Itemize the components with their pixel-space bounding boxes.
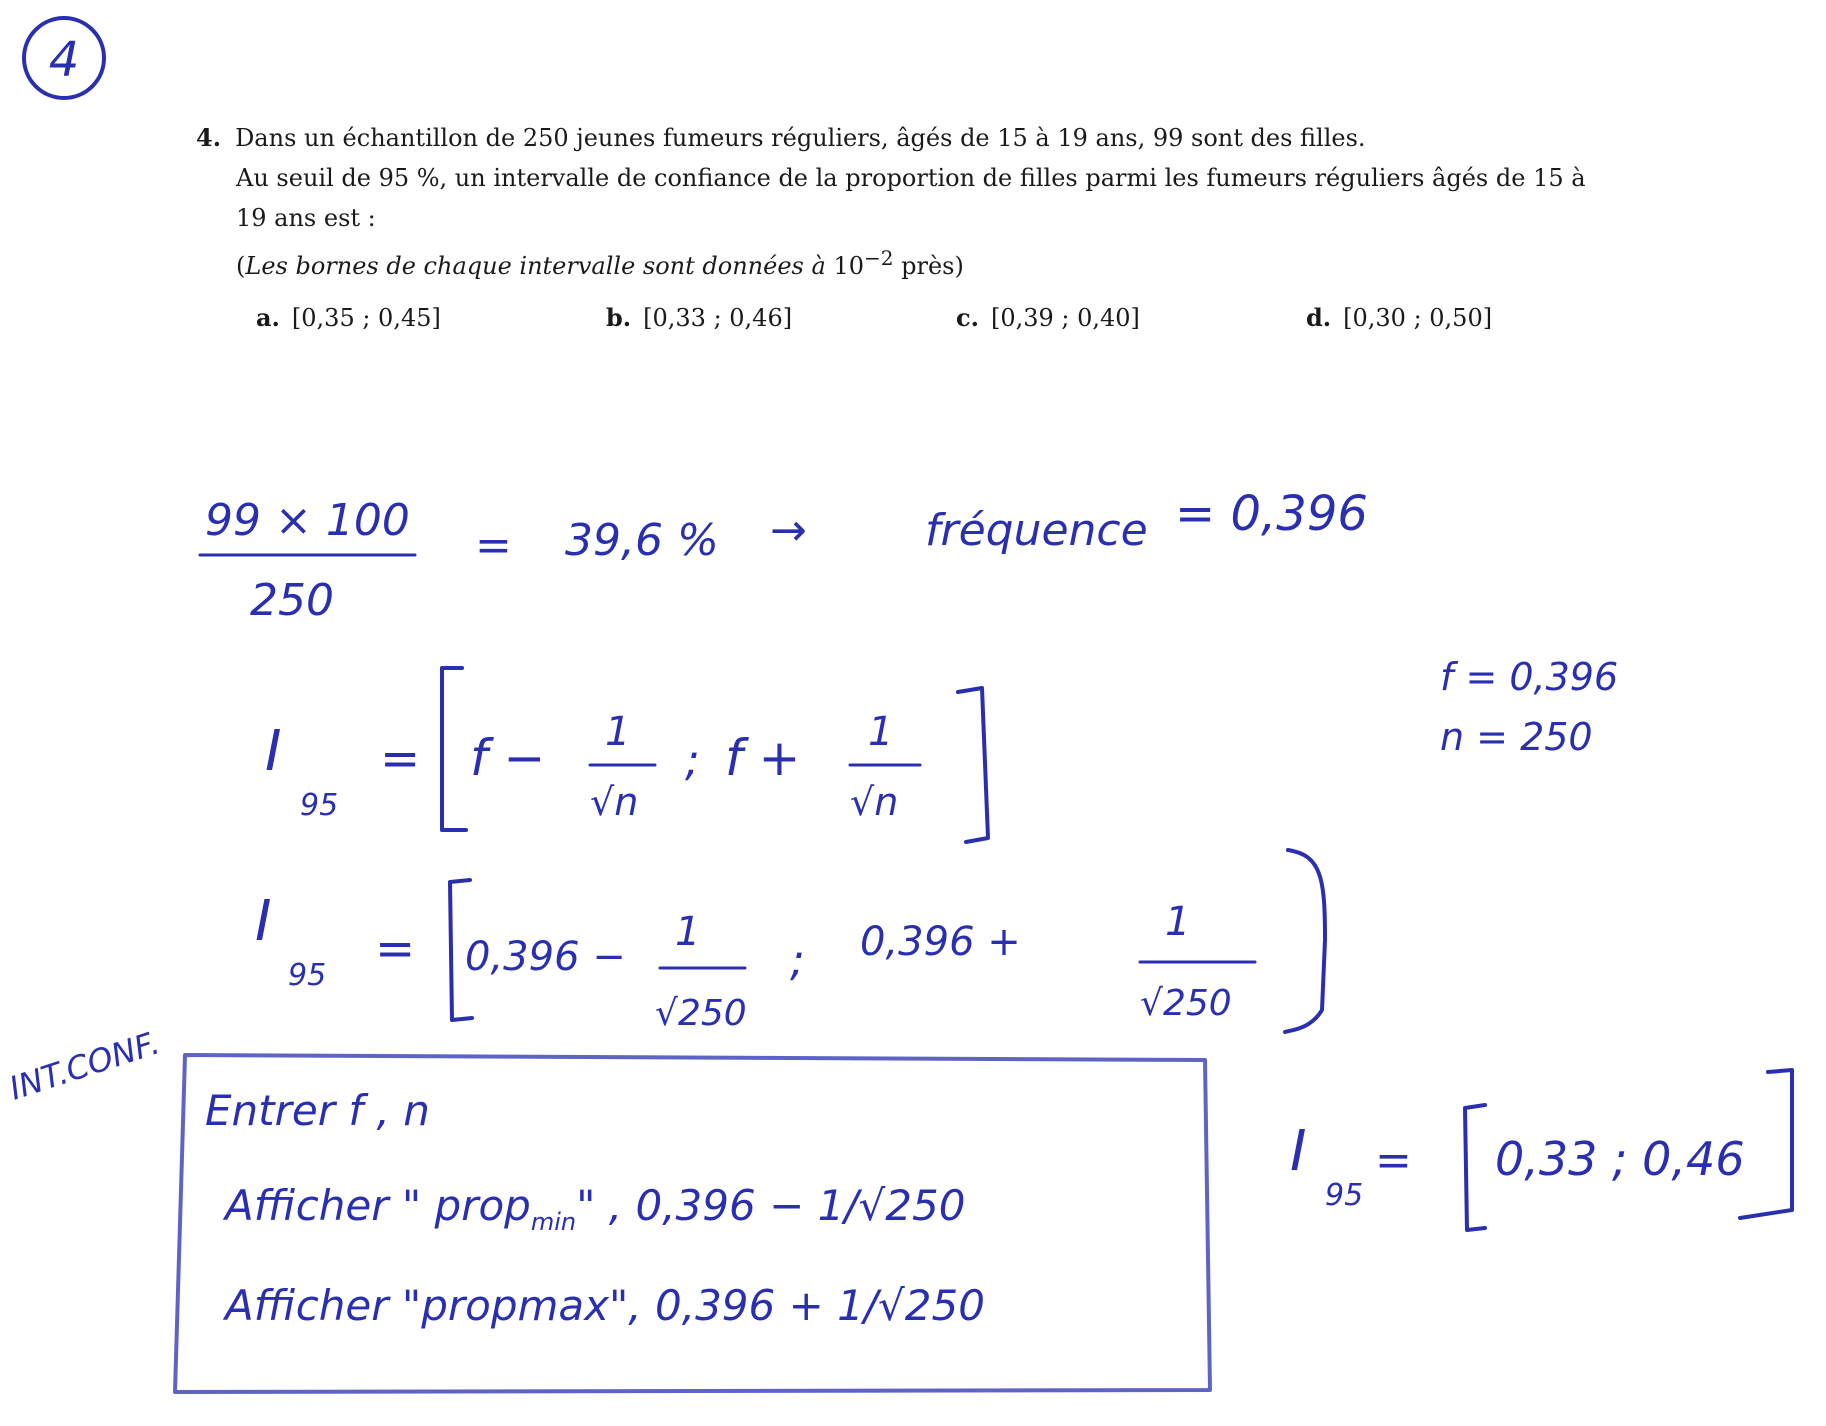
- given-f: f = 0,396: [1440, 655, 1619, 699]
- hint-italic: Les bornes de chaque intervalle sont données à: [245, 252, 826, 280]
- formula-left: f −: [470, 729, 546, 787]
- side-label: INT.CONF.: [4, 1023, 165, 1108]
- hint-close: près): [901, 252, 964, 280]
- answer-interval: 0,33 ; 0,46: [1495, 1132, 1745, 1186]
- numeric-denominator-a: √250: [655, 993, 747, 1034]
- interval-subscript: 95: [300, 788, 339, 823]
- algorithm-line-2-start: Afficher " prop: [225, 1181, 531, 1230]
- numeric-numerator-a: 1: [675, 909, 701, 955]
- frequency-value: = 0,396: [1175, 486, 1368, 542]
- question-text-1: Dans un échantillon de 250 jeunes fumeurs réguliers, âgés de 15 à 19 ans, 99 sont des filles.: [235, 124, 1366, 152]
- question-number: 4.: [196, 123, 222, 152]
- hint-base: 10: [833, 252, 864, 280]
- interval-symbol: I: [265, 719, 282, 784]
- numeric-right-bracket: [1285, 850, 1325, 1032]
- formula-mid: f +: [725, 729, 801, 787]
- equals-sign: =: [475, 520, 512, 571]
- given-n: n = 250: [1440, 715, 1593, 759]
- formula-numerator-a: 1: [605, 709, 631, 755]
- fraction-denominator: 250: [250, 575, 334, 626]
- option-value: [0,33 ; 0,46]: [643, 304, 793, 332]
- percent-value: 39,6 %: [565, 515, 719, 566]
- formula-denominator-b: √n: [850, 780, 899, 824]
- numeric-numerator-b: 1: [1165, 899, 1191, 945]
- answer-subscript: 95: [1325, 1178, 1364, 1213]
- answer-left-bracket: [1465, 1105, 1485, 1230]
- hint-exponent: −2: [863, 246, 894, 270]
- arrow-symbol: →: [770, 505, 807, 556]
- option-value: [0,39 ; 0,40]: [990, 304, 1140, 332]
- option-letter: c.: [956, 303, 979, 332]
- numeric-denominator-b: √250: [1140, 983, 1232, 1024]
- numeric-left: 0,396 −: [465, 934, 626, 980]
- hint-open: (: [236, 252, 246, 280]
- right-bracket: [958, 688, 988, 842]
- option-letter: a.: [256, 303, 280, 332]
- numeric-equals: =: [375, 921, 416, 977]
- algorithm-line-1: Entrer f , n: [205, 1086, 430, 1135]
- left-bracket: [442, 668, 466, 830]
- question-line-2: Au seuil de 95 %, un intervalle de confiance de la proportion de filles parmi les fumeurs réguliers âgés de 15 à: [236, 164, 1586, 192]
- page-marker: 4: [48, 32, 80, 88]
- fraction-numerator: 99 × 100: [205, 495, 410, 546]
- interval-symbol-2: I: [255, 889, 272, 954]
- algorithm-line-3: Afficher "propmax", 0,396 + 1/√250: [225, 1281, 985, 1330]
- algorithm-line-2-subscript: min: [530, 1208, 577, 1236]
- formula-equals: =: [380, 731, 421, 787]
- answer-symbol: I: [1290, 1119, 1307, 1184]
- answer-equals: =: [1375, 1135, 1412, 1186]
- interval-subscript-2: 95: [288, 958, 327, 993]
- numeric-right: 0,396 +: [860, 919, 1021, 965]
- answer-right-bracket: [1740, 1070, 1792, 1218]
- numeric-separator: ;: [790, 935, 805, 986]
- option-value: [0,35 ; 0,45]: [291, 304, 441, 332]
- question-line-3: 19 ans est :: [236, 204, 376, 232]
- formula-separator: ;: [685, 735, 700, 786]
- formula-numerator-b: 1: [868, 709, 894, 755]
- formula-denominator-a: √n: [590, 780, 639, 824]
- option-value: [0,30 ; 0,50]: [1343, 304, 1493, 332]
- algorithm-line-2: [222, 1181, 965, 1236]
- algorithm-line-2-rest: " , 0,396 − 1/√250: [576, 1181, 966, 1230]
- option-letter: b.: [606, 303, 632, 332]
- option-letter: d.: [1306, 303, 1332, 332]
- frequency-word: fréquence: [925, 505, 1148, 556]
